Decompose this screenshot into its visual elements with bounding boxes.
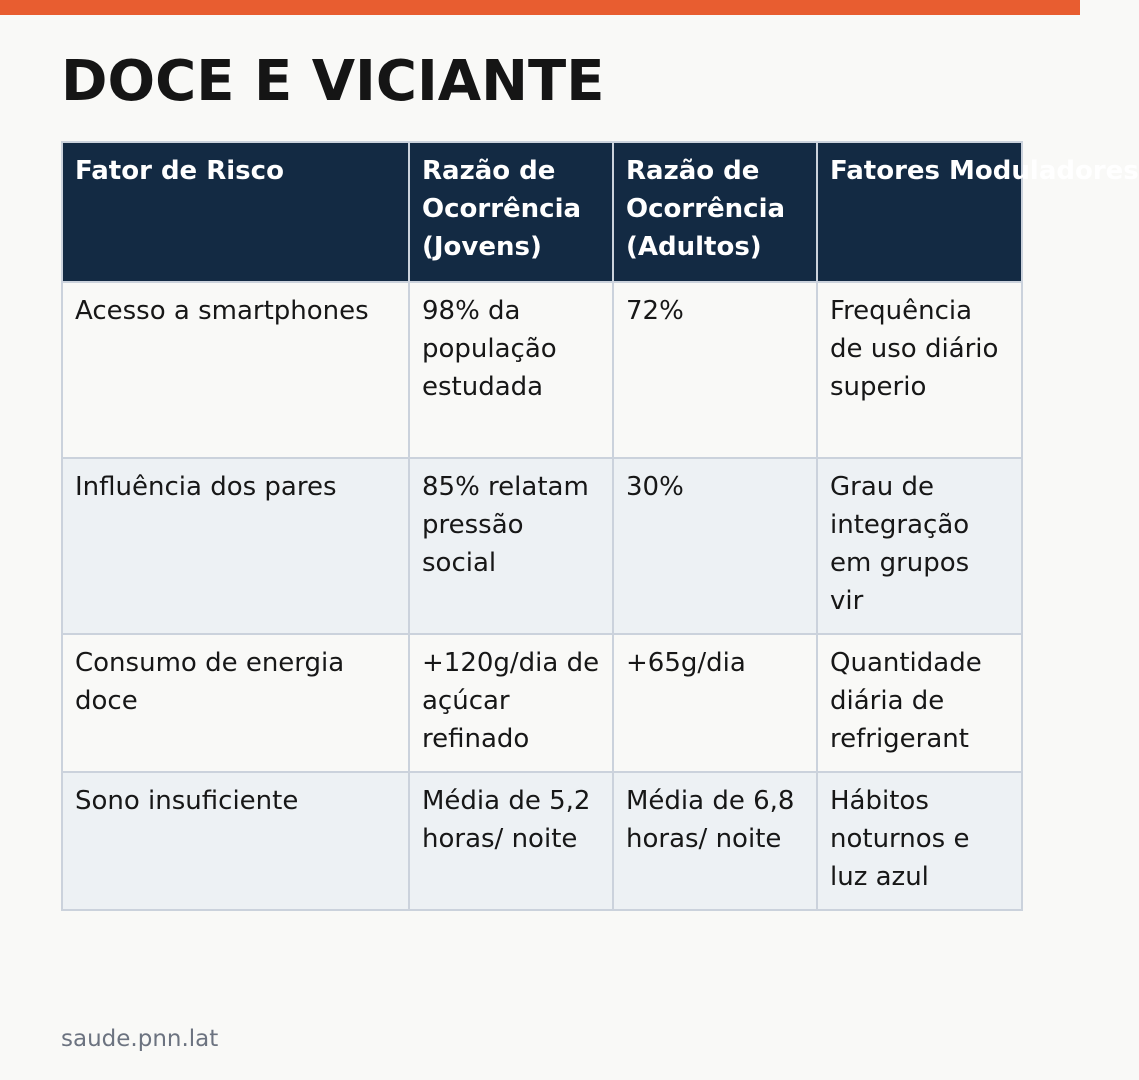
risk-factor-table bbox=[61, 141, 1139, 911]
header-risk-factor: Fator de Risco bbox=[62, 142, 409, 282]
moderating-factors-cell: Grau de integração em grupos vir bbox=[817, 458, 1022, 634]
header-adult-occurrence: Razão de Ocorrência (Adultos) bbox=[613, 142, 817, 282]
table-row bbox=[62, 458, 1022, 634]
youth-occurrence-cell: 98% da população estudada bbox=[409, 282, 613, 458]
moderating-factors-cell: Hábitos noturnos e luz azul bbox=[817, 772, 1022, 910]
risk-factor-cell: Acesso a smartphones bbox=[62, 282, 409, 458]
moderating-factors-cell: Frequência de uso diário superio bbox=[817, 282, 1022, 458]
youth-occurrence-cell: +120g/dia de açúcar refinado bbox=[409, 634, 613, 772]
adult-occurrence-cell: 30% bbox=[613, 458, 817, 634]
adult-occurrence-cell: 72% bbox=[613, 282, 817, 458]
youth-occurrence-cell: 85% relatam pressão social bbox=[409, 458, 613, 634]
adult-occurrence-cell: Média de 6,8 horas/ noite bbox=[613, 772, 817, 910]
risk-factor-cell: Consumo de energia doce bbox=[62, 634, 409, 772]
header-moderating-factors: Fatores Moduladores bbox=[817, 142, 1022, 282]
youth-occurrence-cell: Média de 5,2 horas/ noite bbox=[409, 772, 613, 910]
table-row bbox=[62, 282, 1022, 458]
table-body bbox=[62, 282, 1022, 910]
table-row bbox=[62, 634, 1022, 772]
top-accent-bar bbox=[0, 0, 1080, 15]
table-header bbox=[62, 142, 1139, 282]
adult-occurrence-cell: +65g/dia bbox=[613, 634, 817, 772]
risk-factor-cell: Sono insuficiente bbox=[62, 772, 409, 910]
source-url: saude.pnn.lat bbox=[61, 1026, 219, 1052]
risk-factor-cell: Influência dos pares bbox=[62, 458, 409, 634]
table-row bbox=[62, 772, 1022, 910]
table-header-row bbox=[62, 142, 1022, 282]
header-youth-occurrence: Razão de Ocorrência (Jovens) bbox=[409, 142, 613, 282]
page-title: DOCE E VICIANTE bbox=[61, 49, 605, 114]
moderating-factors-cell: Quantidade diária de refrigerant bbox=[817, 634, 1022, 772]
